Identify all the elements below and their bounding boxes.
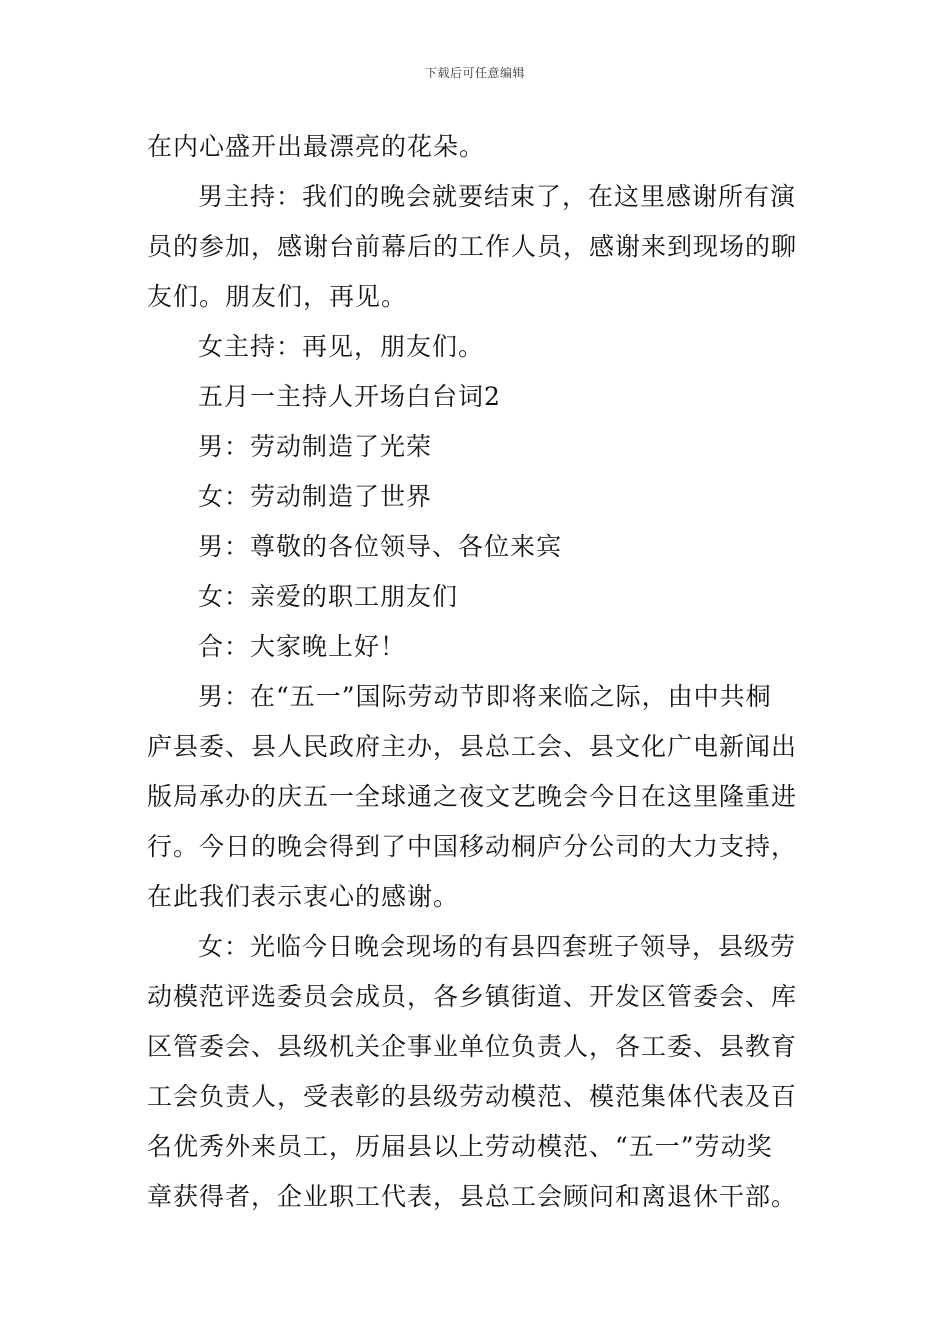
text-line: 在此我们表示衷心的感谢。 [147, 882, 460, 911]
text-line: 工会负责人，受表彰的县级劳动模范、模范集体代表及百 [147, 1082, 798, 1111]
section-title: 五月一主持人开场白台词2 [198, 382, 501, 411]
text-line: 名优秀外来员工，历届县以上劳动模范、“五一”劳动奖 [147, 1132, 773, 1161]
text-line: 男：尊敬的各位领导、各位来宾 [198, 532, 563, 561]
text-line: 区管委会、县级机关企事业单位负责人，各工委、县教育 [147, 1032, 798, 1061]
text-line: 女：亲爱的职工朋友们 [198, 582, 459, 611]
text-line: 男主持：我们的晚会就要结束了，在这里感谢所有演 [198, 182, 797, 211]
text-line: 女：劳动制造了世界 [198, 482, 433, 511]
page-header: 下载后可任意编辑 [424, 66, 525, 80]
text-line: 男：在“五一”国际劳动节即将来临之际，由中共桐 [198, 682, 772, 711]
text-line: 员的参加，感谢台前幕后的工作人员，感谢来到现场的聊 [147, 232, 798, 261]
text-line: 庐县委、县人民政府主办，县总工会、县文化广电新闻出 [147, 732, 798, 761]
text-line: 行。今日的晚会得到了中国移动桐庐分公司的大力支持， [147, 832, 798, 861]
text-line: 在内心盛开出最漂亮的花朵。 [147, 132, 486, 161]
document-body [147, 128, 807, 1228]
text-line: 版局承办的庆五一全球通之夜文艺晚会今日在这里隆重进 [147, 782, 798, 811]
text-line: 女：光临今日晚会现场的有县四套班子领导，县级劳 [198, 932, 797, 961]
text-line: 男：劳动制造了光荣 [198, 432, 433, 461]
text-line: 友们。朋友们，再见。 [147, 282, 408, 311]
text-line: 动模范评选委员会成员，各乡镇街道、开发区管委会、库 [147, 982, 798, 1011]
text-line: 合：大家晚上好！ [198, 632, 407, 661]
text-line: 女主持：再见，朋友们。 [198, 332, 485, 361]
text-line: 章获得者，企业职工代表，县总工会顾问和离退休干部。 [147, 1182, 798, 1211]
